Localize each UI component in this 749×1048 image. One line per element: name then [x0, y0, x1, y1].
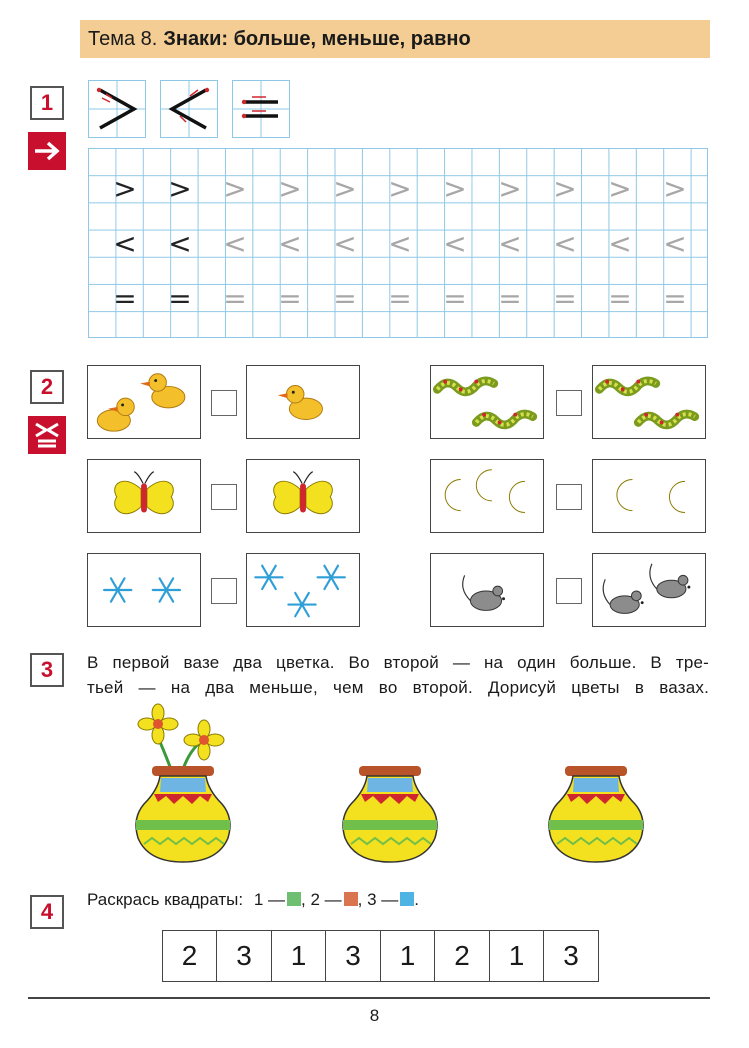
picture-snowflakes-three [246, 553, 360, 627]
less-sign: < [168, 227, 192, 260]
task-number-3: 3 [30, 653, 64, 687]
equal-sign-trace: = [223, 282, 247, 315]
number-cell[interactable]: 2 [434, 930, 490, 982]
arrow-right-icon [28, 132, 66, 170]
empty-vase-2 [337, 766, 447, 866]
number-cell[interactable]: 3 [325, 930, 381, 982]
greater-sign-trace: > [333, 172, 357, 205]
picture-mouse-one [430, 553, 544, 627]
picture-butterfly-one [246, 459, 360, 533]
task-number-4: 4 [30, 895, 64, 929]
number-cell[interactable]: 1 [380, 930, 436, 982]
page-header [80, 20, 710, 58]
legend-swatch-green [287, 892, 301, 906]
equal-sign: = [113, 282, 137, 315]
task4-instruction: Раскрась квадраты: 1 — , 2 — , 3 — . [87, 890, 420, 909]
picture-caterpillars-two [430, 365, 544, 439]
picture-moons-two [592, 459, 706, 533]
compare-box[interactable] [211, 390, 237, 416]
task-number-1: 1 [30, 86, 64, 120]
less-sign-trace: < [608, 227, 632, 260]
compare-signs-icon [28, 416, 66, 454]
less-row [88, 229, 708, 259]
task3-line-1: В первой вазе два цветка. Во второй — на один больше. В тре- [87, 653, 709, 672]
greater-sign-trace: > [388, 172, 412, 205]
greater-sign-trace: > [663, 172, 687, 205]
equal-sign-trace: = [608, 282, 632, 315]
compare-box[interactable] [556, 484, 582, 510]
empty-vase-3 [543, 766, 653, 866]
equal-sign-trace: = [443, 282, 467, 315]
compare-box[interactable] [211, 484, 237, 510]
legend-num-3: 3 — [367, 890, 399, 909]
equal-sign-trace: = [553, 282, 577, 315]
writing-grid[interactable] [88, 148, 708, 338]
demo-greater-sign [88, 80, 146, 138]
equal-sign-trace: = [278, 282, 302, 315]
less-sign-trace: < [553, 227, 577, 260]
greater-sign: > [168, 172, 192, 205]
picture-caterpillars-two [592, 365, 706, 439]
legend-swatch-orange [344, 892, 358, 906]
demo-less-sign [160, 80, 218, 138]
task3-line-2: тьей — на два меньше, чем во второй. Дорисуй цветы в вазах. [87, 678, 709, 697]
less-sign-trace: < [278, 227, 302, 260]
page-number: 8 [369, 1006, 380, 1025]
less-sign-trace: < [388, 227, 412, 260]
less-sign-trace: < [663, 227, 687, 260]
greater-sign-trace: > [608, 172, 632, 205]
number-cell[interactable]: 3 [216, 930, 272, 982]
vase-with-flowers [130, 700, 240, 865]
equal-sign: = [168, 282, 192, 315]
less-sign: < [113, 227, 137, 260]
equal-sign-trace: = [663, 282, 687, 315]
task-number-2: 2 [30, 370, 64, 404]
demo-equal-sign [232, 80, 290, 138]
number-cell[interactable]: 2 [162, 930, 218, 982]
legend-num-1: 1 — [253, 890, 285, 909]
number-cells [163, 930, 599, 982]
greater-sign-trace: > [443, 172, 467, 205]
legend-num-2: 2 — [310, 890, 342, 909]
compare-box[interactable] [556, 578, 582, 604]
equal-sign-trace: = [388, 282, 412, 315]
bottom-rule [28, 997, 710, 999]
less-sign-trace: < [333, 227, 357, 260]
greater-sign-trace: > [498, 172, 522, 205]
picture-snowflakes-two [87, 553, 201, 627]
less-sign-trace: < [443, 227, 467, 260]
number-cell[interactable]: 1 [489, 930, 545, 982]
task4-label: Раскрась квадраты: [87, 890, 244, 909]
number-cell[interactable]: 1 [271, 930, 327, 982]
picture-duck-one [246, 365, 360, 439]
picture-ducks-two [87, 365, 201, 439]
task3-text [87, 650, 709, 700]
greater-sign: > [113, 172, 137, 205]
greater-sign-trace: > [553, 172, 577, 205]
picture-moons-three [430, 459, 544, 533]
compare-box[interactable] [211, 578, 237, 604]
less-sign-trace: < [223, 227, 247, 260]
equal-row [88, 284, 708, 314]
legend-swatch-blue [400, 892, 414, 906]
greater-sign-trace: > [223, 172, 247, 205]
theme-label: Тема 8. [88, 27, 158, 50]
picture-butterfly-one [87, 459, 201, 533]
greater-sign-trace: > [278, 172, 302, 205]
number-cell[interactable]: 3 [543, 930, 599, 982]
theme-title: Знаки: больше, меньше, равно [163, 27, 471, 50]
greater-row [88, 174, 708, 204]
picture-mice-two [592, 553, 706, 627]
equal-sign-trace: = [333, 282, 357, 315]
equal-sign-trace: = [498, 282, 522, 315]
less-sign-trace: < [498, 227, 522, 260]
compare-box[interactable] [556, 390, 582, 416]
